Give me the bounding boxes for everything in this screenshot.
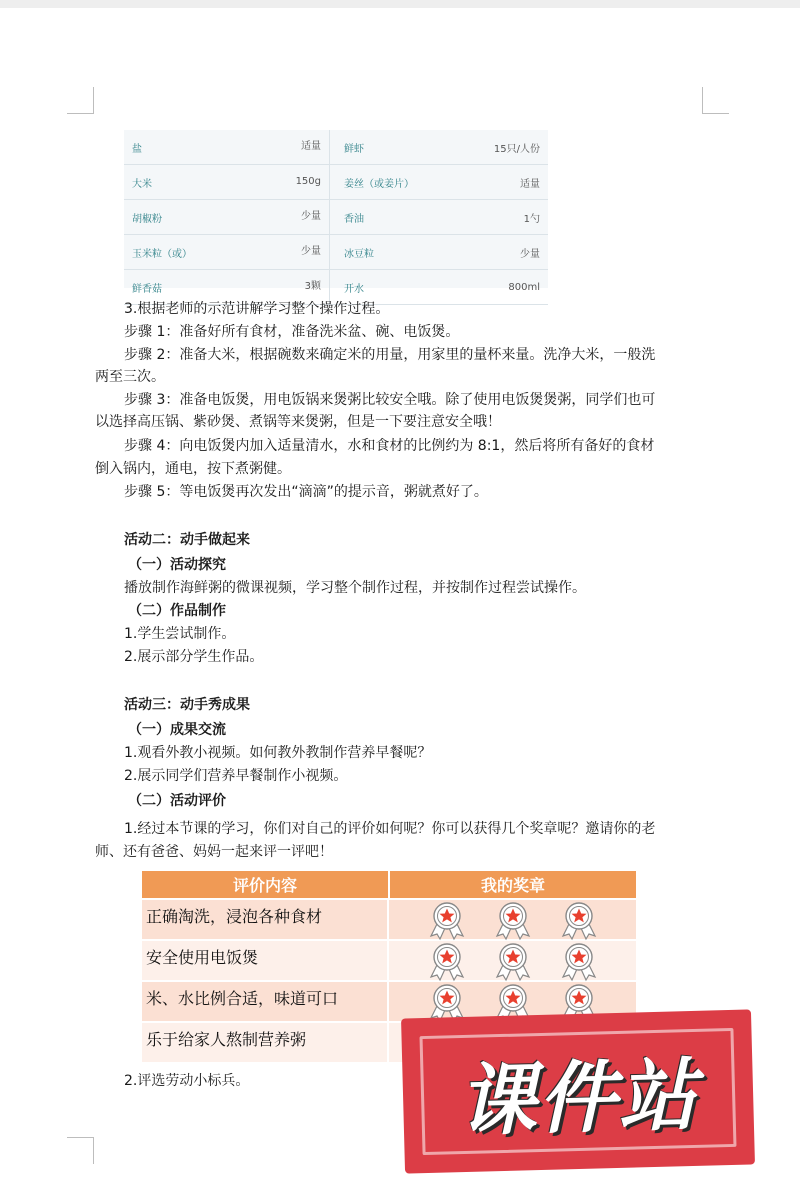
activity-3-eval-line-1: 1.经过本节课的学习，你们对自己的评价如何呢？你可以获得几个奖章呢？邀请你的老 [124, 821, 656, 837]
ingredient-amount: 少量 [520, 248, 540, 260]
ingredient-name: 胡椒粉 [132, 213, 162, 225]
ingredient-amount: 少量 [224, 200, 330, 234]
medal-star-icon[interactable] [425, 900, 469, 940]
activity-3-item-2: 2.展示同学们营养早餐制作小视频。 [124, 768, 348, 784]
activity-3-last-item: 2.评选劳动小标兵。 [124, 1073, 250, 1089]
table-row [142, 898, 636, 939]
ingredient-name: 香油 [344, 213, 364, 225]
evaluation-item: 乐于给家人熬制营养粥 [142, 1023, 389, 1062]
ingredient-name: 鲜香菇 [132, 283, 162, 295]
margin-mark-top-left [67, 87, 94, 114]
ingredient-name: 盐 [132, 143, 142, 155]
medal-star-icon[interactable] [425, 941, 469, 981]
watermark-stamp [401, 1009, 755, 1173]
evaluation-item: 安全使用电饭煲 [142, 941, 389, 980]
ingredient-row [124, 130, 548, 165]
ingredient-name: 大米 [132, 178, 152, 190]
step-1: 步骤 1：准备好所有食材，准备洗米盆、碗、电饭煲。 [124, 324, 460, 340]
margin-mark-top-right [702, 87, 729, 114]
ingredient-amount: 1勺 [523, 213, 540, 225]
ingredient-amount: 3颗 [224, 270, 330, 304]
ingredient-name: 开水 [344, 283, 364, 295]
activity-3-eval-line-2: 师、还有爸爸、妈妈一起来评一评吧！ [95, 844, 333, 860]
activity-3-section-2: （二）活动评价 [128, 793, 226, 809]
activity-2-section-2: （二）作品制作 [128, 603, 226, 619]
ingredient-table [124, 130, 548, 295]
activity-2-item-1: 1.学生尝试制作。 [124, 626, 236, 642]
ingredient-row [124, 235, 548, 270]
ingredient-amount: 15只/人份 [493, 143, 540, 155]
activity-2-section-1: （一）活动探究 [128, 557, 226, 573]
activity-2-title: 活动二：动手做起来 [124, 532, 250, 548]
step-4-line-1: 步骤 4：向电饭煲内加入适量清水，水和食材的比例约为 8:1，然后将所有备好的食材 [124, 438, 655, 454]
evaluation-table-header [142, 871, 636, 898]
header-evaluation-content: 评价内容 [142, 871, 390, 898]
header-my-badges: 我的奖章 [480, 876, 545, 895]
ingredient-name: 冰豆粒 [344, 248, 374, 260]
medal-star-icon[interactable] [557, 900, 601, 940]
medal-star-icon[interactable] [425, 982, 469, 1022]
activity-3-section-1: （一）成果交流 [128, 722, 226, 738]
evaluation-item: 米、水比例合适，味道可口 [142, 982, 389, 1021]
badge-group [389, 941, 636, 980]
ingredient-name: 玉米粒（或） [132, 248, 192, 260]
badge-group [389, 900, 636, 939]
step-2-line-2: 两至三次。 [95, 369, 165, 385]
ingredient-name: 姜丝（或姜片） [344, 178, 414, 190]
ingredient-row [124, 165, 548, 200]
step-3-line-2: 以选择高压锅、紫砂煲、煮锅等来煲粥，但是一下要注意安全哦！ [95, 414, 501, 430]
ingredient-row [124, 200, 548, 235]
step-3-line-1: 步骤 3：准备电饭煲，用电饭锅来煲粥比较安全哦。除了使用电饭煲煲粥，同学们也可 [124, 392, 656, 408]
ingredient-amount: 适量 [520, 178, 540, 190]
ingredient-amount: 少量 [224, 235, 330, 269]
step-2-line-1: 步骤 2：准备大米，根据碗数来确定米的用量，用家里的量杯来量。洗净大米，一般洗 [124, 347, 656, 363]
ingredient-name: 鲜虾 [344, 143, 364, 155]
activity-2-section-1-text: 播放制作海鲜粥的微课视频，学习整个制作过程，并按制作过程尝试操作。 [124, 580, 586, 596]
medal-star-icon[interactable] [491, 941, 535, 981]
ingredient-amount: 800ml [508, 281, 540, 293]
top-bar [0, 0, 800, 8]
watermark-text: 课件站 [457, 1050, 700, 1147]
activity-3-item-1: 1.观看外教小视频。如何教外教制作营养早餐呢？ [124, 745, 432, 761]
margin-mark-bottom-left [67, 1137, 94, 1164]
ingredient-amount: 150g [224, 165, 330, 199]
ingredient-amount: 适量 [224, 130, 330, 164]
step-5: 步骤 5：等电饭煲再次发出“滴滴”的提示音，粥就煮好了。 [124, 484, 488, 500]
step-4-line-2: 倒入锅内，通电，按下煮粥健。 [95, 461, 291, 477]
evaluation-item: 正确淘洗，浸泡各种食材 [142, 900, 389, 939]
activity-3-title: 活动三：动手秀成果 [124, 697, 250, 713]
steps-intro: 3.根据老师的示范讲解学习整个操作过程。 [124, 301, 390, 317]
table-row [142, 939, 636, 980]
medal-star-icon[interactable] [557, 941, 601, 981]
activity-2-item-2: 2.展示部分学生作品。 [124, 649, 264, 665]
medal-star-icon[interactable] [491, 900, 535, 940]
